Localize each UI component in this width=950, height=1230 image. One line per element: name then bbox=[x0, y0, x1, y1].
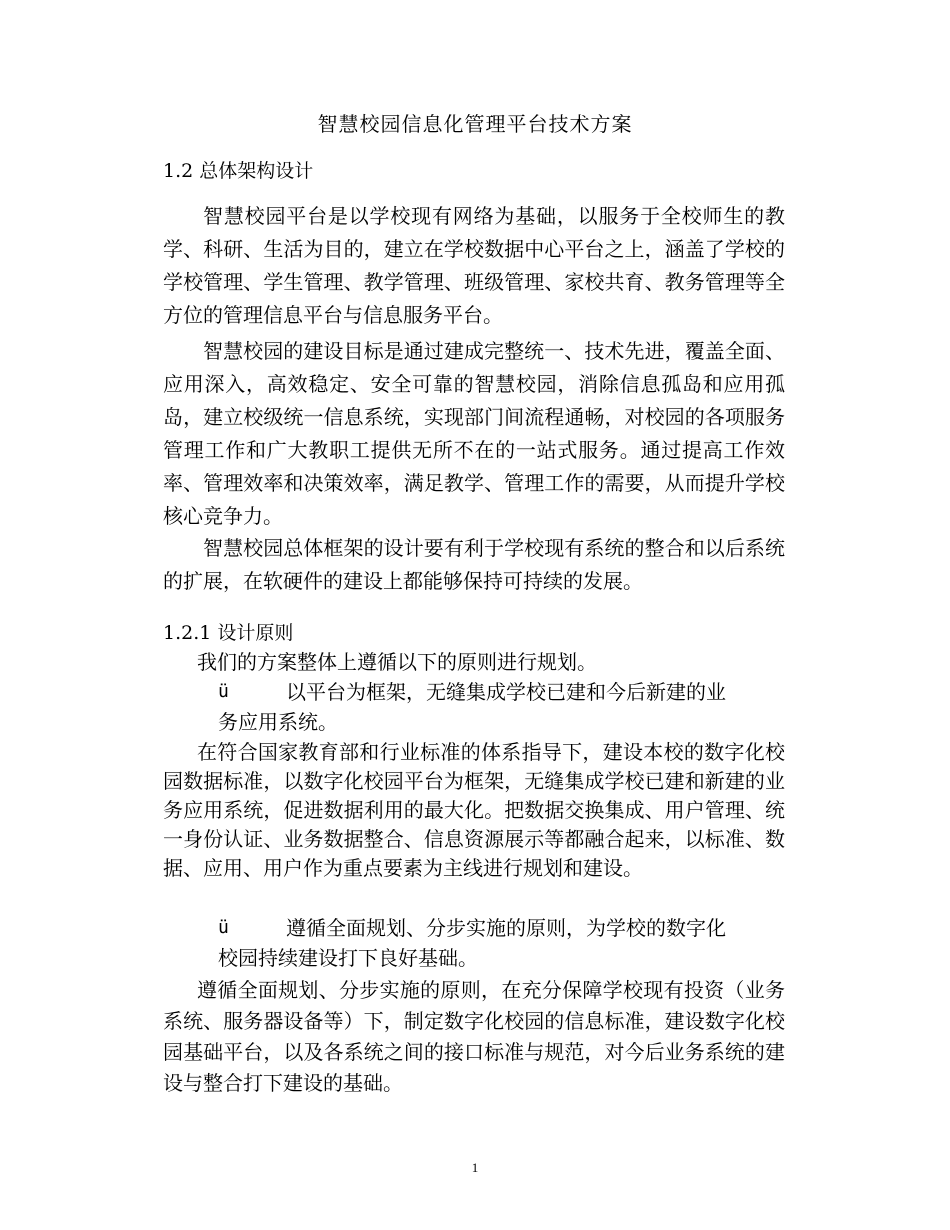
paragraph-6: 遵循全面规划、分步实施的原则，在充分保障学校现有投资（业务系统、服务器设备等）下，制定数字化校园的信息标准，建设数字化校园基础平台，以及各系统之间的接口标准与规范，对今后业务系统的建设与整合打下建设的基础。 bbox=[163, 978, 785, 1095]
section-heading-1-2-1: 1.2.1 设计原则 bbox=[163, 622, 294, 644]
paragraph-1: 智慧校园平台是以学校现有网络为基础，以服务于全校师生的教学、科研、生活为目的，建立在学校数据中心平台之上，涵盖了学校的学校管理、学生管理、教学管理、班级管理、家校共育、教务管理等全方位的管理信息平台与信息服务平台。 bbox=[163, 204, 785, 327]
bullet-item-2 bbox=[218, 913, 788, 973]
page-number: 1 bbox=[471, 1160, 479, 1175]
bullet-item-1-line-1: 以平台为框架，无缝集成学校已建和今后新建的业 bbox=[286, 680, 726, 704]
bullet-item-1-line-2: 务应用系统。 bbox=[218, 710, 338, 734]
bullet-item-1-text bbox=[218, 677, 788, 737]
document-title: 智慧校园信息化管理平台技术方案 bbox=[317, 112, 633, 136]
bullet-item-1 bbox=[218, 677, 788, 737]
bullet-item-2-text bbox=[218, 913, 788, 973]
check-bullet-icon: ü bbox=[218, 681, 229, 702]
paragraph-2: 智慧校园的建设目标是通过建成完整统一、技术先进，覆盖全面、应用深入，高效稳定、安全可靠的智慧校园，消除信息孤岛和应用孤岛，建立校级统一信息系统，实现部门间流程通畅，对校园的各项服务管理工作和广大教职工提供无所不在的一站式服务。通过提高工作效率、管理效率和决策效率，满足教学、管理工作的需要，从而提升学校核心竞争力。 bbox=[163, 339, 785, 528]
bullet-item-2-line-2: 校园持续建设打下良好基础。 bbox=[218, 946, 478, 970]
paragraph-3: 智慧校园总体框架的设计要有利于学校现有系统的整合和以后系统的扩展，在软硬件的建设上都能够保持可持续的发展。 bbox=[163, 536, 785, 593]
paragraph-4: 我们的方案整体上遵循以下的原则进行规划。 bbox=[197, 650, 597, 674]
bullet-item-2-line-1: 遵循全面规划、分步实施的原则，为学校的数字化 bbox=[286, 916, 726, 940]
section-heading-1-2: 1.2 总体架构设计 bbox=[163, 160, 314, 182]
paragraph-5: 在符合国家教育部和行业标准的体系指导下，建设本校的数字化校园数据标准，以数字化校园平台为框架，无缝集成学校已建和新建的业务应用系统，促进数据利用的最大化。把数据交换集成、用户管理、统一身份认证、业务数据整合、信息资源展示等都融合起来，以标准、数据、应用、用户作为重点要素为主线进行规划和建设。 bbox=[163, 740, 785, 880]
check-bullet-icon: ü bbox=[218, 917, 229, 938]
